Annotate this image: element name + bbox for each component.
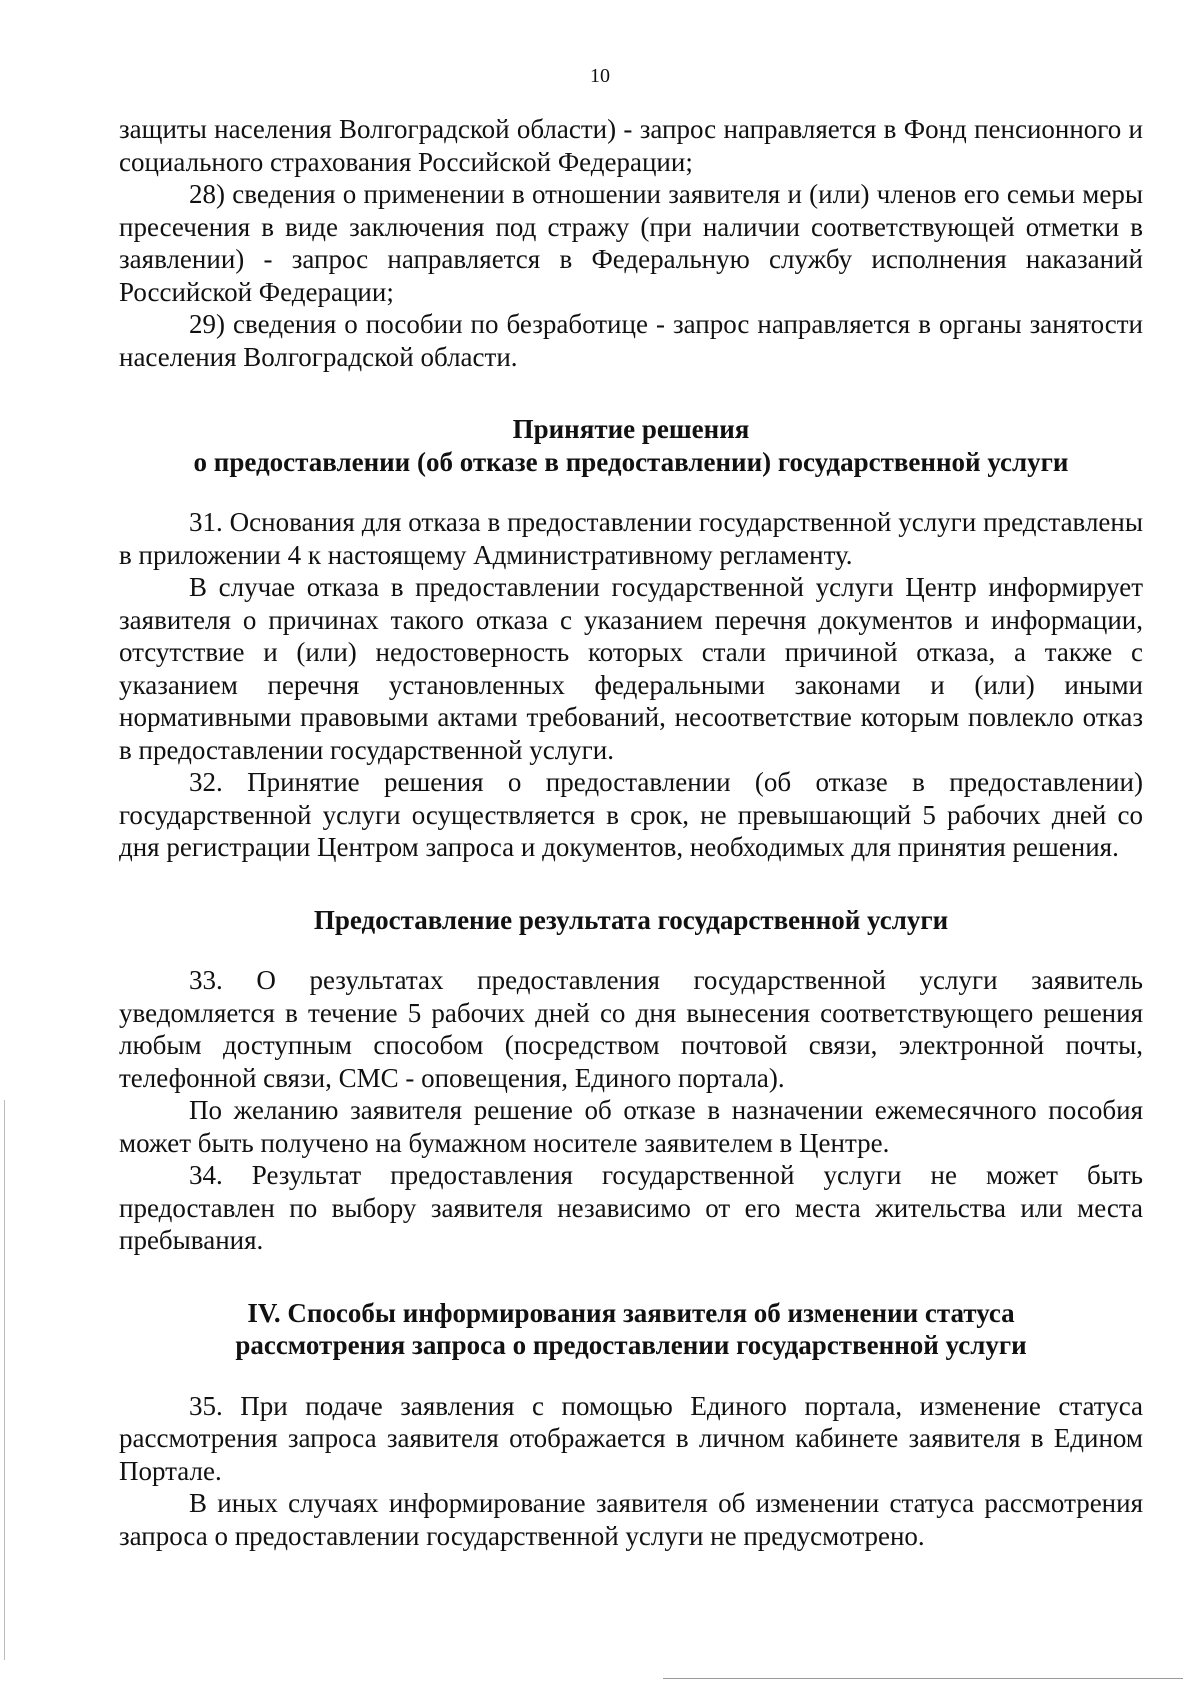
- spacer: [119, 1257, 1143, 1297]
- section-heading-iv-line1: IV. Способы информирования заявителя об изменении статуса: [247, 1297, 1015, 1328]
- paragraph-35: 35. При подаче заявления с помощью Единого портала, изменение статуса рассмотрения запроса заявителя отображается в личном кабинете заявителя в Едином Портале.: [119, 1390, 1143, 1486]
- paragraph-continuation: защиты населения Волгоградской области) - запрос направляется в Фонд пенсионного и социального страхования Российской Федерации;: [119, 114, 1143, 177]
- section-heading-decision-line1: Принятие решения: [512, 414, 750, 444]
- page-number: 10: [590, 65, 610, 87]
- spacer: [119, 373, 1143, 413]
- paragraph-paper-copy: По желанию заявителя решение об отказе в назначении ежемесячного пособия может быть получено на бумажном носителе заявителем в Центре.: [119, 1095, 1143, 1158]
- scan-edge-line: [4, 1100, 5, 1660]
- paragraph-refusal-info: В случае отказа в предоставлении государственной услуги Центр информирует заявителя о причинах такого отказа с указанием перечня документов и информации, отсутствие и (или) недостоверность которых стали причиной отказа, а также с указанием перечня установленных федеральными законами и (или) иными нормативными правовыми актами требований, несоответствие которым повлекло отказ в предоставлении государственной услуги.: [119, 572, 1143, 765]
- footer-rule: [663, 1678, 1183, 1679]
- paragraph-32: 32. Принятие решения о предоставлении (об отказе в предоставлении) государственной услуги осуществляется в срок, не превышающий 5 рабочих дней со дня регистрации Центром запроса и документов, необходимых для принятия решения.: [119, 767, 1143, 862]
- section-heading-iv-line2: рассмотрения запроса о предоставлении государственной услуги: [235, 1330, 1027, 1360]
- spacer: [119, 864, 1143, 904]
- paragraph-31: 31. Основания для отказа в предоставлении государственной услуги представлены в приложении 4 к настоящему Административному регламенту.: [119, 507, 1143, 570]
- paragraph-other-cases: В иных случаях информирование заявителя об изменении статуса рассмотрения запроса о предоставлении государственной услуги не предусмотрено.: [119, 1488, 1143, 1551]
- document-body: [119, 113, 1143, 1552]
- spacer: [119, 1362, 1143, 1390]
- spacer: [119, 936, 1143, 964]
- paragraph-33: 33. О результатах предоставления государственной услуги заявитель уведомляется в течение 5 рабочих дней со дня вынесения соответствующего решения любым доступным способом (посредством почтовой связи, электронной почты, телефонной связи, СМС - оповещения, Единого портала).: [119, 965, 1143, 1093]
- section-heading-result: Предоставление результата государственной услуги: [313, 904, 949, 935]
- paragraph-34: 34. Результат предоставления государственной услуги не может быть предоставлен по выбору заявителя независимо от его места жительства или места пребывания.: [119, 1160, 1143, 1255]
- section-heading-decision-line2: о предоставлении (об отказе в предоставлении) государственной услуги: [193, 446, 1069, 477]
- spacer: [119, 478, 1143, 506]
- paragraph-item-28: 28) сведения о применении в отношении заявителя и (или) членов его семьи меры пресечения в виде заключения под стражу (при наличии соответствующей отметки в заявлении) - запрос направляется в Федеральную службу исполнения наказаний Российской Федерации;: [119, 179, 1143, 307]
- paragraph-item-29: 29) сведения о пособии по безработице - запрос направляется в органы занятости населения Волгоградской области.: [119, 309, 1143, 372]
